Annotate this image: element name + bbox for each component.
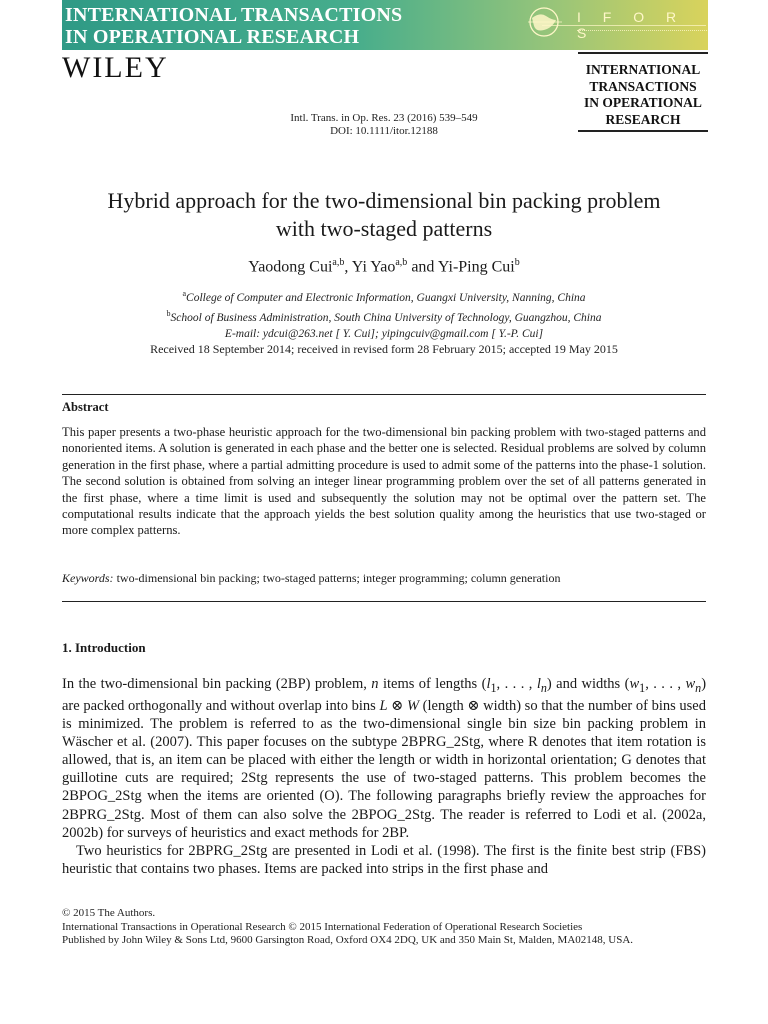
citation-volume: Intl. Trans. in Op. Res. 23 (2016) 539–549	[290, 112, 478, 124]
affiliations	[0, 286, 768, 342]
received-dates: Received 18 September 2014; received in revised form 28 February 2015; accepted 19 May 2015	[150, 342, 618, 356]
ifors-logo-text: I F O R S	[577, 9, 686, 41]
author-name: Yi-Ping Cui	[437, 258, 515, 276]
author-affiliation-mark: a,b	[332, 257, 345, 268]
intro-text	[62, 675, 706, 878]
journal-box-line: INTERNATIONAL	[585, 62, 701, 77]
ifors-logo	[502, 0, 708, 50]
affiliation-b: $^b$School of Business Administration, South China University of Technology, Guangzhou, China	[166, 309, 602, 325]
author-name: Yaodong Cui	[248, 258, 333, 276]
journal-box-line: IN OPERATIONAL	[584, 95, 702, 110]
footer-line: © 2015 The Authors.	[62, 907, 156, 919]
paragraph: In the two-dimensional bin packing (2BP) problem, n items of lengths ($l_1$, . . . , $l_n$) and widths ($w_1$, . . . , $w_n$) are packed orthogonally and without overlap into bins L ⊗ W (length ⊗ width) so that the number of bins used is minimized. The problem is referred to as the two-dimensional single bin size bin packing problem in Wäscher et al. (2007). This paper focuses on the subtype 2BPRG_2Stg, where R denotes that item rotation is allowed, that is, an item can be placed with either the length or width in horizontal orientation; G denotes that guillotine cuts are required; 2Stg represents the use of two-staged patterns. This problem becomes the 2BPOG_2Stg when the items are oriented (O). The following paragraphs briefly review the approaches for 2BPRG_2Stg. Most of them can also solve the 2BPOG_2Stg. The reader is referred to Lodi et al. (2002a, 2002b) for surveys of heuristics and exact methods for 2BP.	[62, 676, 707, 841]
keywords-label: Keywords:	[62, 571, 114, 585]
citation-doi: DOI: 10.1111/itor.12188	[330, 125, 438, 137]
divider	[62, 601, 706, 602]
journal-banner	[62, 0, 708, 50]
author-list: Yaodong Cui$^{a,b}$, Yi Yao$^{a,b}$ and Yi-Ping Cui$^b$	[248, 257, 520, 276]
section-heading: 1. Introduction	[62, 640, 146, 655]
author-name: Yi Yao	[351, 258, 396, 276]
paper-title	[40, 187, 728, 243]
journal-box-line: RESEARCH	[605, 111, 681, 127]
footer-line: International Transactions in Operational Research © 2015 International Federation of Operational Research Societies	[62, 920, 583, 933]
paragraph: Two heuristics for 2BPRG_2Stg are presented in Lodi et al. (1998). The first is the finite best strip (FBS) heuristic that contains two phases. Items are packed into strips in the first phase and	[62, 842, 706, 877]
keywords-text: two-dimensional bin packing; two-staged patterns; integer programming; column generation	[116, 571, 561, 585]
title-line1: Hybrid approach for the two-dimensional bin packing problem	[107, 188, 661, 213]
banner-title-line2: IN OPERATIONAL RESEARCH	[65, 26, 360, 48]
author-emails: E-mail: ydcui@263.net [ Y. Cui]; yipingcuiv@gmail.com [ Y.-P. Cui]	[224, 327, 544, 340]
divider	[62, 394, 706, 395]
banner-title-line1: INTERNATIONAL TRANSACTIONS	[65, 4, 403, 26]
publisher-logo: WILEY	[62, 51, 169, 84]
journal-box-line: TRANSACTIONS	[589, 78, 697, 94]
keywords	[62, 571, 706, 586]
abstract-text: This paper presents a two-phase heuristic approach for the two-dimensional bin packing problem with two-staged patterns and nonoriented items. A solution is generated in each phase and the better one is selected. Residual problems are solved by column generation in the first phase, where a partial admitting procedure is used to admit some of the patterns into the phase-1 solution. The second solution is obtained from solving an integer linear programming problem over the set of all patterns generated in the first phase, where a time limit is used and subsequently the solution may not be optimal over the pattern set. The computational results indicate that the approach yields the best solution quality among the heuristics that use two-staged or more complex patterns.	[62, 425, 706, 538]
author-affiliation-mark: a,b	[395, 257, 408, 268]
title-line2: with two-staged patterns	[275, 216, 493, 241]
author-affiliation-mark: b	[514, 257, 520, 268]
footer-line: Published by John Wiley & Sons Ltd, 9600 Garsington Road, Oxford OX4 2DQ, UK and 350 Main St, Malden, MA02148, USA.	[62, 934, 634, 946]
abstract-heading: Abstract	[62, 400, 109, 414]
copyright-footer	[62, 907, 722, 948]
citation	[0, 112, 768, 138]
affiliation-a: $^a$College of Computer and Electronic Information, Guangxi University, Nanning, China	[182, 289, 586, 304]
